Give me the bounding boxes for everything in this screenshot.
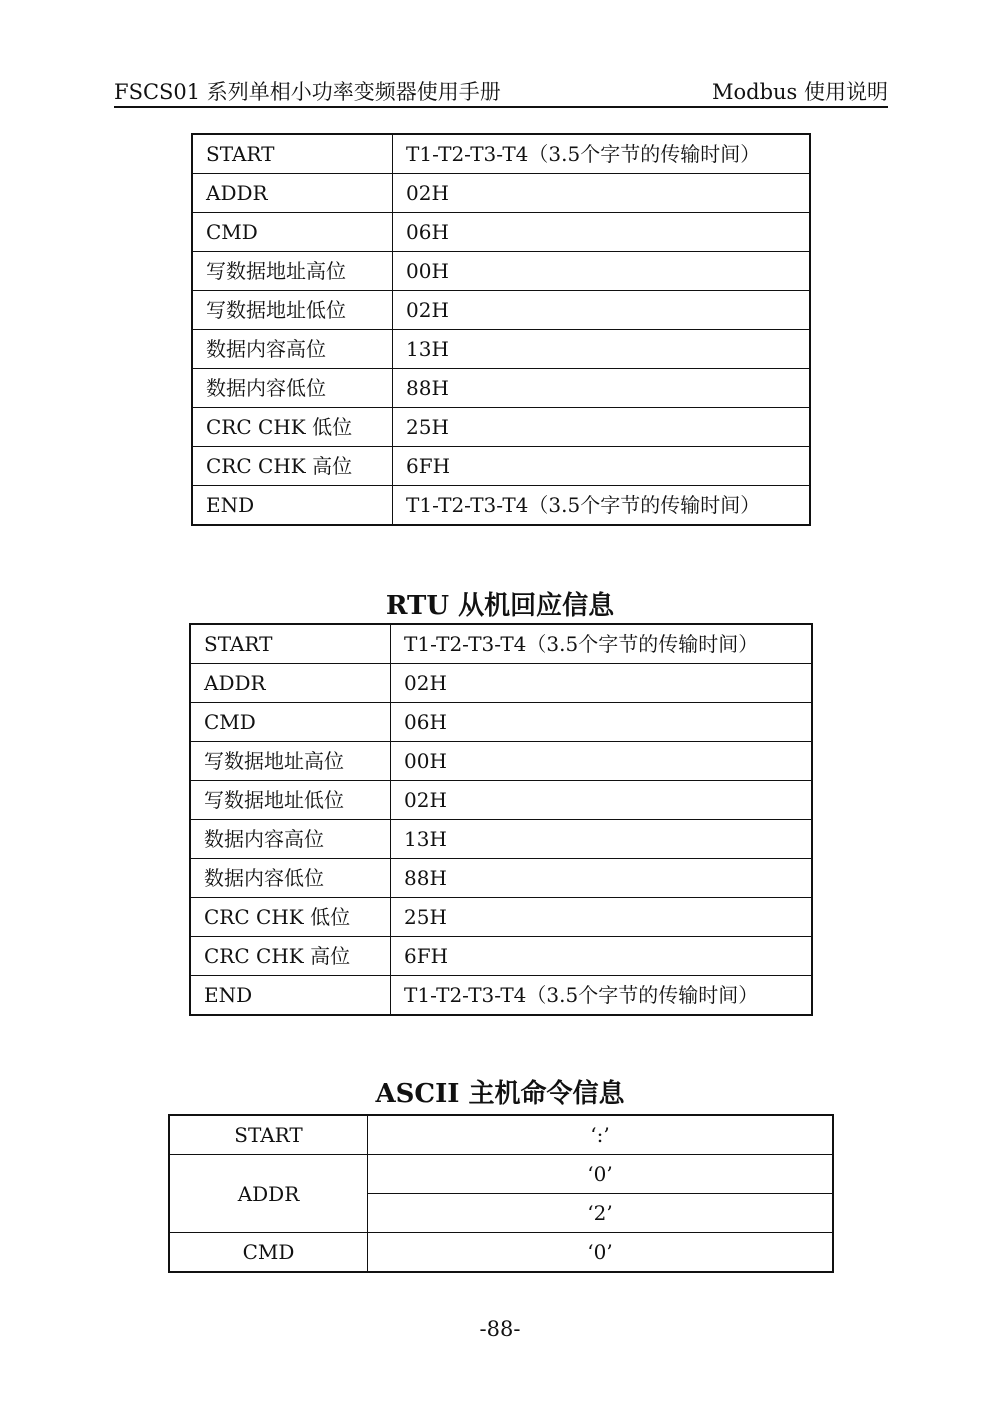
field-value: 25H (393, 408, 811, 447)
table-row (190, 781, 812, 820)
table-row (192, 486, 810, 526)
ascii-master-command-title: ASCII 主机命令信息 (375, 1079, 625, 1109)
table-row (190, 742, 812, 781)
field-value: ‘2’ (368, 1194, 834, 1233)
field-value: 88H (393, 369, 811, 408)
field-value: 13H (393, 330, 811, 369)
field-name: START (190, 624, 391, 664)
table-row (169, 1115, 833, 1155)
table-row (190, 820, 812, 859)
field-name: CMD (192, 213, 393, 252)
field-value: 00H (393, 252, 811, 291)
table-row (190, 859, 812, 898)
field-name: CRC CHK 高位 (192, 447, 393, 486)
field-name: ADDR (190, 664, 391, 703)
manual-title: FSCS01 系列单相小功率变频器使用手册 (114, 80, 501, 104)
field-name: 写数据地址低位 (192, 291, 393, 330)
rtu-master-command-table (191, 133, 811, 526)
field-value: 13H (391, 820, 813, 859)
field-value: ‘0’ (368, 1233, 834, 1273)
field-value: 06H (393, 213, 811, 252)
field-value: 02H (393, 291, 811, 330)
field-name: 写数据地址低位 (190, 781, 391, 820)
table-row (192, 447, 810, 486)
table-row (192, 213, 810, 252)
rtu-slave-response-table (189, 623, 813, 1016)
ascii-master-command-table (168, 1114, 834, 1273)
table-row (192, 134, 810, 174)
table-row (190, 937, 812, 976)
table-row (192, 330, 810, 369)
field-value: 25H (391, 898, 813, 937)
table-row (192, 174, 810, 213)
table-row (169, 1155, 833, 1194)
field-name: 写数据地址高位 (190, 742, 391, 781)
table-row (190, 976, 812, 1016)
field-value: 00H (391, 742, 813, 781)
field-value: 02H (393, 174, 811, 213)
field-name: CMD (190, 703, 391, 742)
section-title: Modbus 使用说明 (711, 80, 888, 104)
page-number: -88- (479, 1317, 521, 1341)
field-name: START (192, 134, 393, 174)
field-name: CRC CHK 低位 (192, 408, 393, 447)
field-value: 06H (391, 703, 813, 742)
field-name: END (190, 976, 391, 1016)
field-name: CMD (169, 1233, 368, 1273)
table-row (192, 408, 810, 447)
field-value: ‘0’ (368, 1155, 834, 1194)
field-name: CRC CHK 低位 (190, 898, 391, 937)
table-row (190, 703, 812, 742)
field-value: T1-T2-T3-T4（3.5个字节的传输时间） (393, 486, 811, 526)
field-value: 88H (391, 859, 813, 898)
field-name: ADDR (169, 1155, 368, 1233)
table-row (192, 252, 810, 291)
field-value: 02H (391, 781, 813, 820)
table-row (192, 369, 810, 408)
field-value: 6FH (393, 447, 811, 486)
field-value: T1-T2-T3-T4（3.5个字节的传输时间） (391, 976, 813, 1016)
field-name: 数据内容高位 (192, 330, 393, 369)
field-name: 数据内容低位 (190, 859, 391, 898)
field-name: 数据内容高位 (190, 820, 391, 859)
table-row (190, 898, 812, 937)
field-value: 6FH (391, 937, 813, 976)
header-rule (114, 106, 888, 108)
field-value: ‘:’ (368, 1115, 834, 1155)
field-value: 02H (391, 664, 813, 703)
field-name: ADDR (192, 174, 393, 213)
page-header (114, 76, 888, 106)
field-name: END (192, 486, 393, 526)
table-row (190, 624, 812, 664)
field-name: START (169, 1115, 368, 1155)
field-name: CRC CHK 高位 (190, 937, 391, 976)
table-row (169, 1233, 833, 1273)
table-row (190, 664, 812, 703)
field-value: T1-T2-T3-T4（3.5个字节的传输时间） (393, 134, 811, 174)
field-value: T1-T2-T3-T4（3.5个字节的传输时间） (391, 624, 813, 664)
field-name: 数据内容低位 (192, 369, 393, 408)
field-name: 写数据地址高位 (192, 252, 393, 291)
rtu-slave-response-title: RTU 从机回应信息 (385, 591, 615, 621)
table-row (192, 291, 810, 330)
